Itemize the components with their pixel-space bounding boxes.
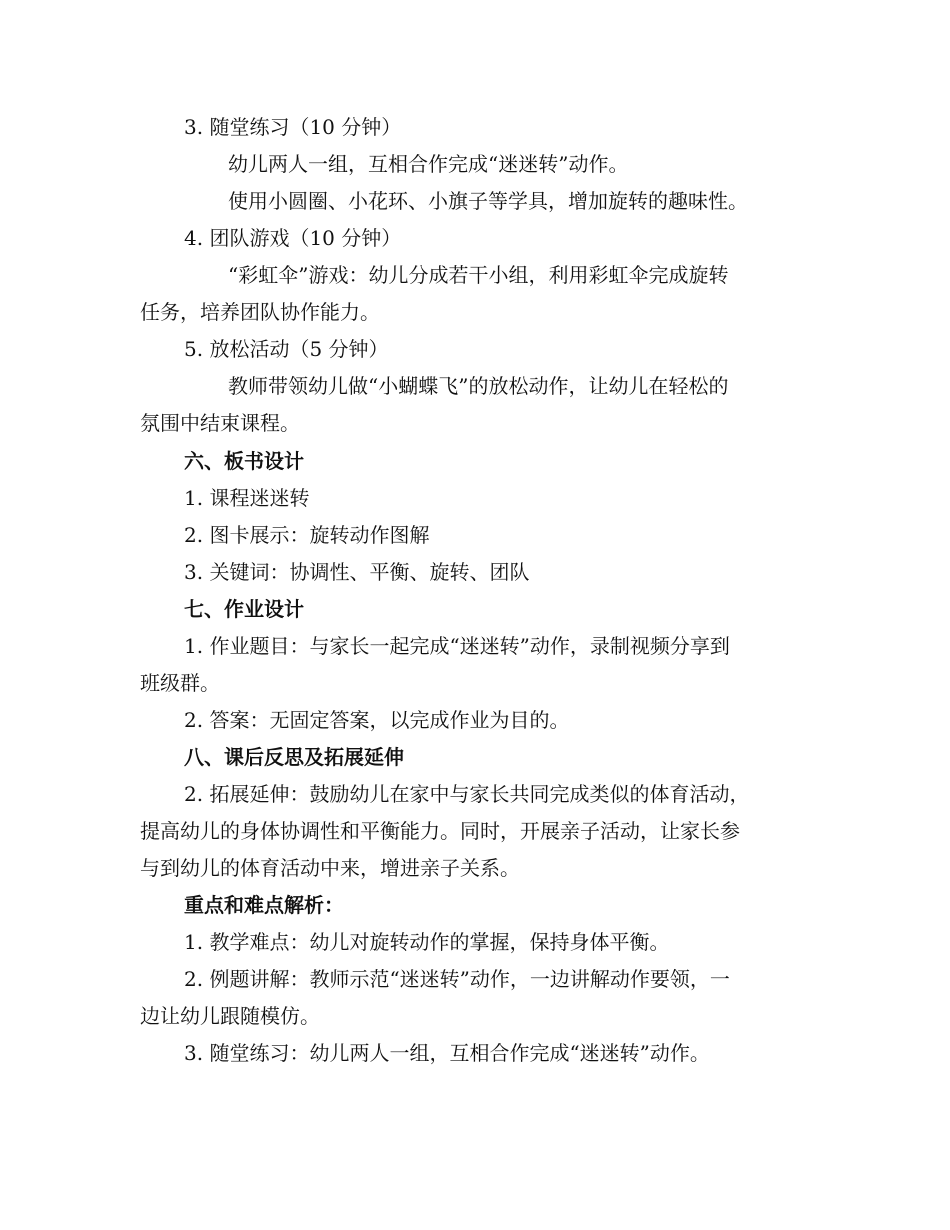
section-heading-homework: 七、作业设计 xyxy=(184,597,304,621)
paragraph-line: 氛围中结束课程。 xyxy=(140,411,300,435)
paragraph-line: 班级群。 xyxy=(140,671,220,695)
section-heading-key-points: 重点和难点解析： xyxy=(184,893,344,917)
paragraph-line: 边让幼儿跟随模仿。 xyxy=(140,1004,320,1028)
section-heading-reflection: 八、课后反思及拓展延伸 xyxy=(184,745,404,769)
paragraph-line: 提高幼儿的身体协调性和平衡能力。同时，开展亲子活动，让家长参 xyxy=(140,819,740,843)
list-item-practice: 3. 随堂练习（10 分钟） xyxy=(184,115,402,139)
list-item: 3. 关键词：协调性、平衡、旋转、团队 xyxy=(184,560,530,584)
list-item: 2. 例题讲解：教师示范“迷迷转”动作，一边讲解动作要领，一 xyxy=(184,967,730,991)
list-item: 2. 图卡展示：旋转动作图解 xyxy=(184,523,430,547)
list-item: 1. 课程迷迷转 xyxy=(184,486,310,510)
list-item: 3. 随堂练习：幼儿两人一组，互相合作完成“迷迷转”动作。 xyxy=(184,1041,710,1065)
paragraph-line: 教师带领幼儿做“小蝴蝶飞”的放松动作，让幼儿在轻松的 xyxy=(228,374,729,398)
list-item-relax: 5. 放松活动（5 分钟） xyxy=(184,337,389,361)
paragraph-line: 使用小圆圈、小花环、小旗子等学具，增加旋转的趣味性。 xyxy=(228,189,748,213)
list-item: 1. 教学难点：幼儿对旋转动作的掌握，保持身体平衡。 xyxy=(184,930,670,954)
list-item: 2. 答案：无固定答案，以完成作业为目的。 xyxy=(184,708,570,732)
paragraph-line: 与到幼儿的体育活动中来，增进亲子关系。 xyxy=(140,856,520,880)
paragraph-line: “彩虹伞”游戏：幼儿分成若干小组，利用彩虹伞完成旋转 xyxy=(228,263,729,287)
paragraph-line: 幼儿两人一组，互相合作完成“迷迷转”动作。 xyxy=(228,152,629,176)
paragraph-line: 任务，培养团队协作能力。 xyxy=(140,300,380,324)
list-item-team-game: 4. 团队游戏（10 分钟） xyxy=(184,226,402,250)
section-heading-board-design: 六、板书设计 xyxy=(184,449,304,473)
list-item: 2. 拓展延伸：鼓励幼儿在家中与家长共同完成类似的体育活动， xyxy=(184,782,750,806)
list-item: 1. 作业题目：与家长一起完成“迷迷转”动作，录制视频分享到 xyxy=(184,634,730,658)
